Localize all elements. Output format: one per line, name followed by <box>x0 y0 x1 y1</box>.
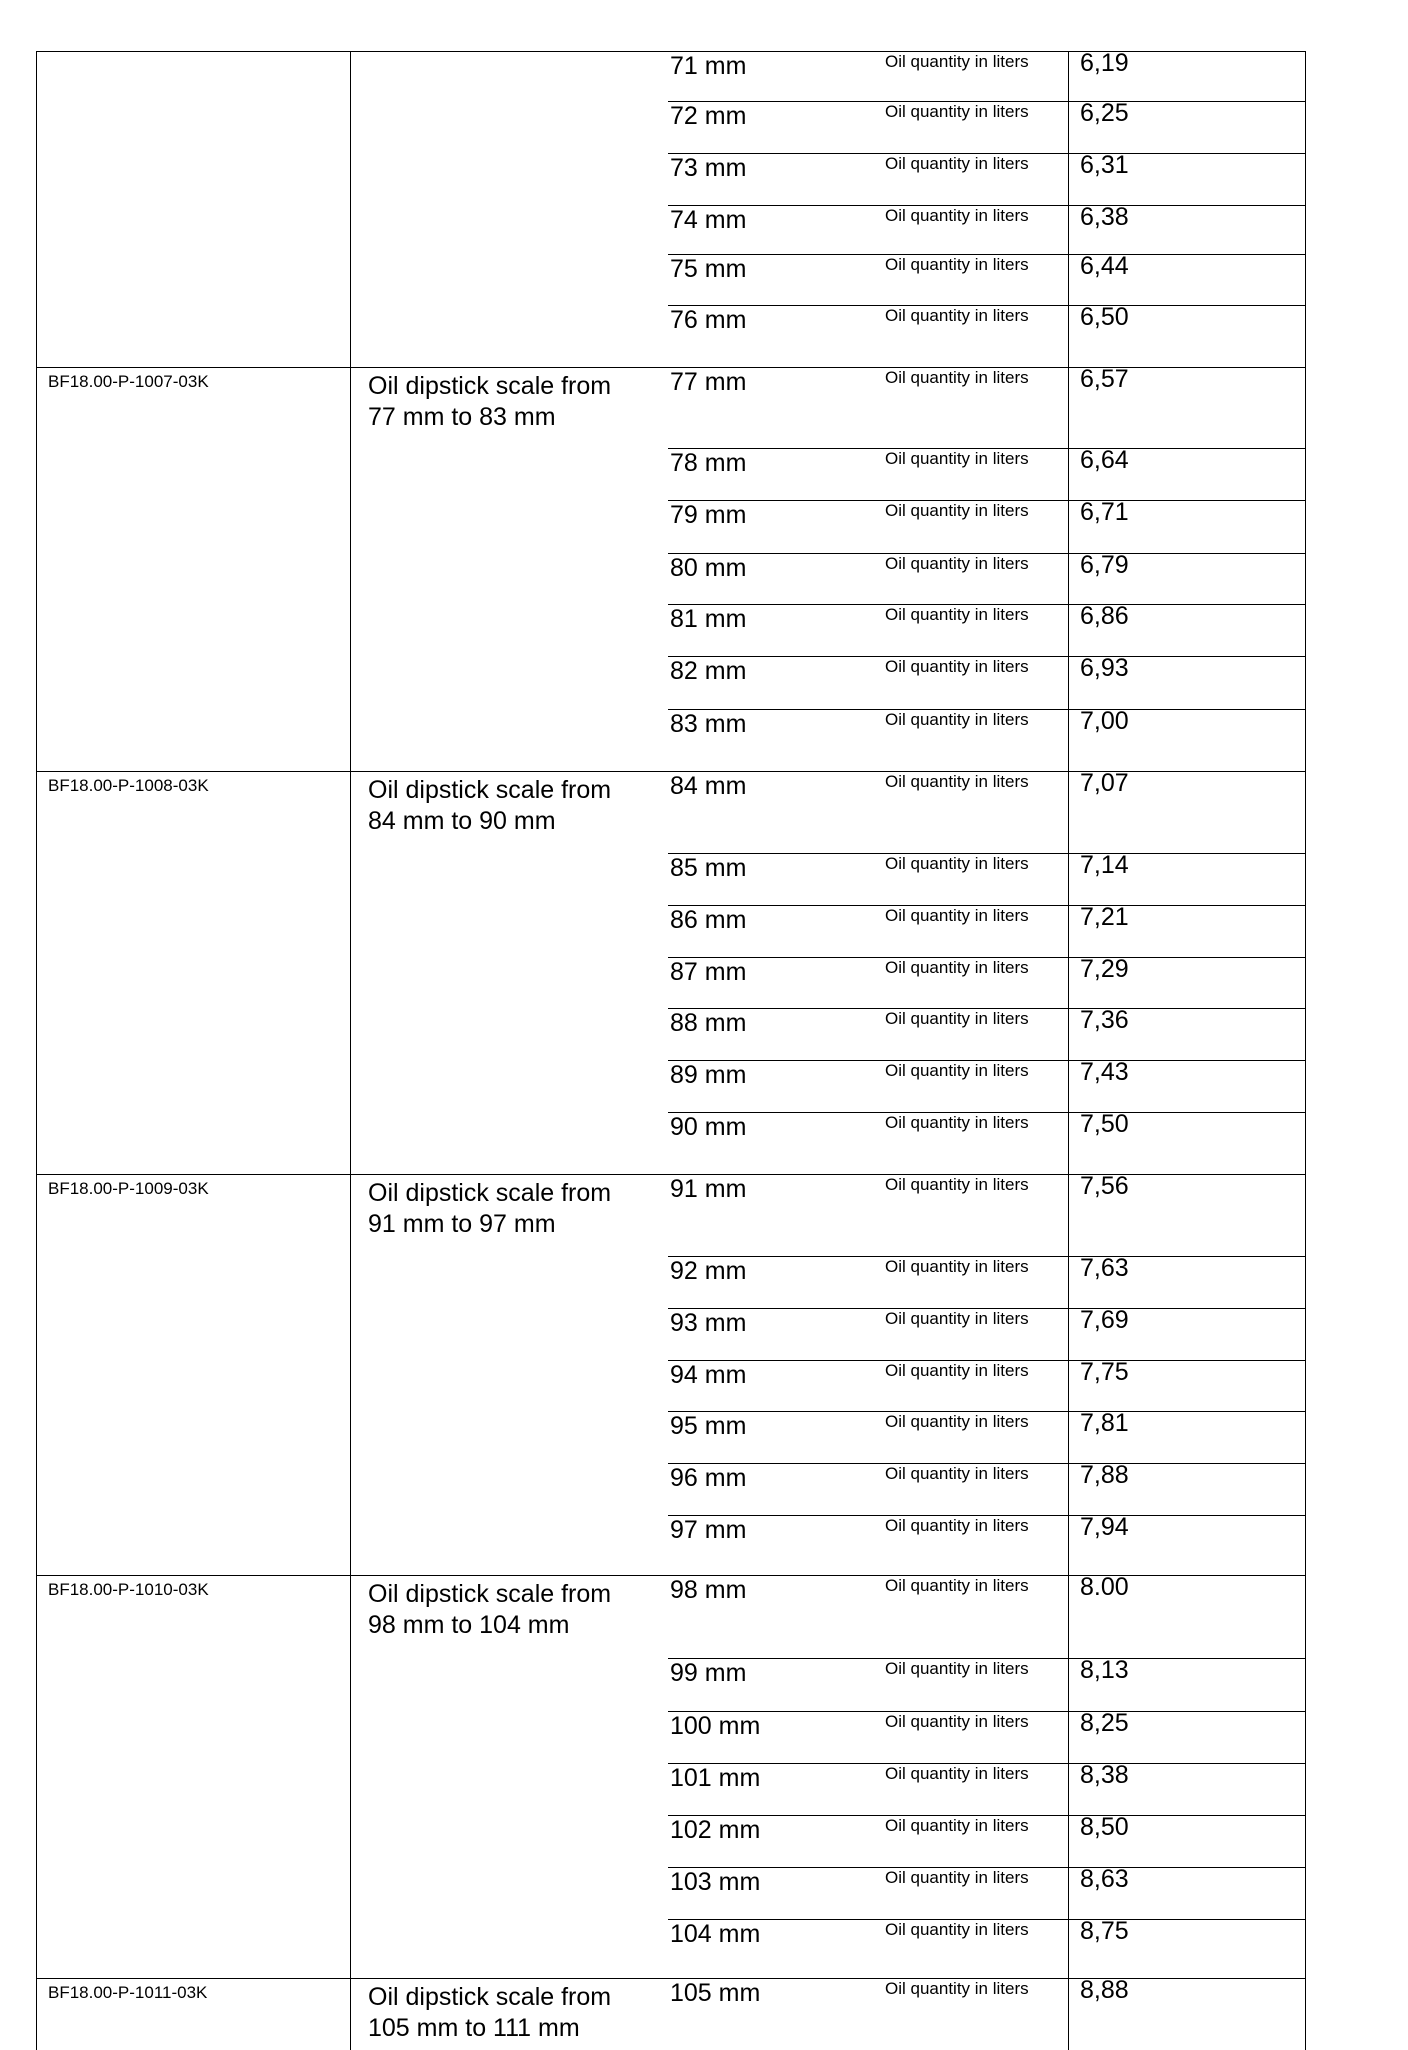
oil-quantity-label: Oil quantity in liters <box>885 501 1029 520</box>
oil-quantity-label: Oil quantity in liters <box>885 1309 1029 1328</box>
part-number: BF18.00-P-1008-03K <box>48 776 209 795</box>
dipstick-mm-value: 71 mm <box>670 52 747 80</box>
dipstick-mm-value: 90 mm <box>670 1113 747 1141</box>
oil-quantity-label: Oil quantity in liters <box>885 1257 1029 1276</box>
oil-quantity-label: Oil quantity in liters <box>885 306 1029 325</box>
oil-quantity-label: Oil quantity in liters <box>885 102 1029 121</box>
table-border-right <box>1305 51 1306 2050</box>
oil-quantity-liters: 6,31 <box>1080 151 1129 179</box>
oil-quantity-label: Oil quantity in liters <box>885 1816 1029 1835</box>
oil-quantity-label: Oil quantity in liters <box>885 1659 1029 1678</box>
dipstick-mm-value: 89 mm <box>670 1061 747 1089</box>
oil-quantity-liters: 6,64 <box>1080 446 1129 474</box>
oil-quantity-liters: 7,56 <box>1080 1172 1129 1200</box>
oil-quantity-liters: 8,25 <box>1080 1709 1129 1737</box>
column-divider-value <box>1068 51 1069 2050</box>
oil-quantity-label: Oil quantity in liters <box>885 1412 1029 1431</box>
oil-quantity-label: Oil quantity in liters <box>885 772 1029 791</box>
dipstick-mm-value: 97 mm <box>670 1516 747 1544</box>
oil-quantity-liters: 7,50 <box>1080 1110 1129 1138</box>
oil-quantity-label: Oil quantity in liters <box>885 368 1029 387</box>
dipstick-mm-value: 83 mm <box>670 710 747 738</box>
oil-quantity-label: Oil quantity in liters <box>885 206 1029 225</box>
dipstick-mm-value: 85 mm <box>670 854 747 882</box>
oil-quantity-label: Oil quantity in liters <box>885 657 1029 676</box>
oil-quantity-liters: 6,86 <box>1080 602 1129 630</box>
scale-description: 77 mm to 83 mm <box>368 403 556 431</box>
dipstick-mm-value: 105 mm <box>670 1979 761 2007</box>
scale-description: Oil dipstick scale from <box>368 372 612 400</box>
oil-quantity-label: Oil quantity in liters <box>885 255 1029 274</box>
scale-description: Oil dipstick scale from <box>368 1580 612 1608</box>
dipstick-mm-value: 86 mm <box>670 906 747 934</box>
oil-quantity-liters: 8,38 <box>1080 1761 1129 1789</box>
oil-quantity-label: Oil quantity in liters <box>885 1464 1029 1483</box>
oil-quantity-liters: 7,75 <box>1080 1358 1129 1386</box>
dipstick-mm-value: 79 mm <box>670 501 747 529</box>
dipstick-mm-value: 92 mm <box>670 1257 747 1285</box>
oil-quantity-liters: 8,63 <box>1080 1865 1129 1893</box>
dipstick-mm-value: 99 mm <box>670 1659 747 1687</box>
dipstick-mm-value: 100 mm <box>670 1712 761 1740</box>
dipstick-mm-value: 77 mm <box>670 368 747 396</box>
oil-quantity-liters: 8.00 <box>1080 1573 1129 1601</box>
oil-quantity-label: Oil quantity in liters <box>885 605 1029 624</box>
oil-quantity-label: Oil quantity in liters <box>885 1764 1029 1783</box>
oil-quantity-liters: 7,00 <box>1080 707 1129 735</box>
dipstick-mm-value: 87 mm <box>670 958 747 986</box>
dipstick-mm-value: 104 mm <box>670 1920 761 1948</box>
dipstick-mm-value: 102 mm <box>670 1816 761 1844</box>
part-number: BF18.00-P-1010-03K <box>48 1580 209 1599</box>
oil-quantity-label: Oil quantity in liters <box>885 154 1029 173</box>
oil-quantity-label: Oil quantity in liters <box>885 1712 1029 1731</box>
oil-quantity-liters: 6,79 <box>1080 551 1129 579</box>
oil-quantity-label: Oil quantity in liters <box>885 1979 1029 1998</box>
dipstick-mm-value: 93 mm <box>670 1309 747 1337</box>
dipstick-mm-value: 94 mm <box>670 1361 747 1389</box>
oil-quantity-liters: 8,50 <box>1080 1813 1129 1841</box>
dipstick-mm-value: 73 mm <box>670 154 747 182</box>
oil-quantity-liters: 7,43 <box>1080 1058 1129 1086</box>
dipstick-mm-value: 81 mm <box>670 605 747 633</box>
oil-quantity-liters: 6,50 <box>1080 303 1129 331</box>
dipstick-mm-value: 74 mm <box>670 206 747 234</box>
oil-quantity-label: Oil quantity in liters <box>885 1009 1029 1028</box>
oil-quantity-liters: 6,57 <box>1080 365 1129 393</box>
part-number: BF18.00-P-1011-03K <box>48 1983 208 2002</box>
oil-quantity-label: Oil quantity in liters <box>885 710 1029 729</box>
scale-description: 105 mm to 111 mm <box>368 2014 580 2042</box>
dipstick-mm-value: 88 mm <box>670 1009 747 1037</box>
oil-quantity-liters: 7,81 <box>1080 1409 1129 1437</box>
scale-description: Oil dipstick scale from <box>368 1179 612 1207</box>
oil-quantity-liters: 7,07 <box>1080 769 1129 797</box>
oil-quantity-label: Oil quantity in liters <box>885 906 1029 925</box>
oil-quantity-liters: 7,63 <box>1080 1254 1129 1282</box>
oil-quantity-label: Oil quantity in liters <box>885 1361 1029 1380</box>
oil-quantity-liters: 7,36 <box>1080 1006 1129 1034</box>
oil-quantity-label: Oil quantity in liters <box>885 554 1029 573</box>
oil-quantity-liters: 7,14 <box>1080 851 1129 879</box>
part-number: BF18.00-P-1007-03K <box>48 372 209 391</box>
oil-quantity-liters: 6,19 <box>1080 49 1129 77</box>
oil-quantity-liters: 7,69 <box>1080 1306 1129 1334</box>
part-number: BF18.00-P-1009-03K <box>48 1179 209 1198</box>
oil-quantity-liters: 6,44 <box>1080 252 1129 280</box>
oil-quantity-label: Oil quantity in liters <box>885 1113 1029 1132</box>
dipstick-mm-value: 82 mm <box>670 657 747 685</box>
scale-description: Oil dipstick scale from <box>368 776 612 804</box>
dipstick-mm-value: 72 mm <box>670 102 747 130</box>
oil-quantity-label: Oil quantity in liters <box>885 449 1029 468</box>
dipstick-mm-value: 95 mm <box>670 1412 747 1440</box>
dipstick-mm-value: 91 mm <box>670 1175 747 1203</box>
oil-quantity-label: Oil quantity in liters <box>885 854 1029 873</box>
oil-quantity-label: Oil quantity in liters <box>885 1920 1029 1939</box>
dipstick-mm-value: 80 mm <box>670 554 747 582</box>
oil-quantity-liters: 8,13 <box>1080 1656 1129 1684</box>
oil-quantity-liters: 6,38 <box>1080 203 1129 231</box>
dipstick-mm-value: 78 mm <box>670 449 747 477</box>
dipstick-mm-value: 84 mm <box>670 772 747 800</box>
column-divider-part-number <box>350 51 351 2050</box>
oil-quantity-label: Oil quantity in liters <box>885 1061 1029 1080</box>
oil-quantity-label: Oil quantity in liters <box>885 1868 1029 1887</box>
scale-description: 98 mm to 104 mm <box>368 1611 570 1639</box>
oil-quantity-liters: 6,93 <box>1080 654 1129 682</box>
dipstick-mm-value: 103 mm <box>670 1868 761 1896</box>
oil-quantity-liters: 7,88 <box>1080 1461 1129 1489</box>
scale-description: 84 mm to 90 mm <box>368 807 556 835</box>
oil-quantity-liters: 8,88 <box>1080 1976 1129 2004</box>
oil-quantity-label: Oil quantity in liters <box>885 958 1029 977</box>
oil-quantity-label: Oil quantity in liters <box>885 52 1029 71</box>
oil-quantity-liters: 8,75 <box>1080 1917 1129 1945</box>
oil-quantity-liters: 7,94 <box>1080 1513 1129 1541</box>
oil-quantity-liters: 7,21 <box>1080 903 1129 931</box>
oil-quantity-label: Oil quantity in liters <box>885 1576 1029 1595</box>
oil-quantity-liters: 6,25 <box>1080 99 1129 127</box>
oil-quantity-liters: 6,71 <box>1080 498 1129 526</box>
dipstick-mm-value: 96 mm <box>670 1464 747 1492</box>
dipstick-mm-value: 75 mm <box>670 255 747 283</box>
oil-quantity-label: Oil quantity in liters <box>885 1516 1029 1535</box>
dipstick-mm-value: 101 mm <box>670 1764 761 1792</box>
scale-description: 91 mm to 97 mm <box>368 1210 556 1238</box>
table-border-left <box>36 51 37 2050</box>
oil-quantity-label: Oil quantity in liters <box>885 1175 1029 1194</box>
oil-quantity-liters: 7,29 <box>1080 955 1129 983</box>
dipstick-mm-value: 98 mm <box>670 1576 747 1604</box>
scale-description: Oil dipstick scale from <box>368 1983 612 2011</box>
dipstick-mm-value: 76 mm <box>670 306 747 334</box>
